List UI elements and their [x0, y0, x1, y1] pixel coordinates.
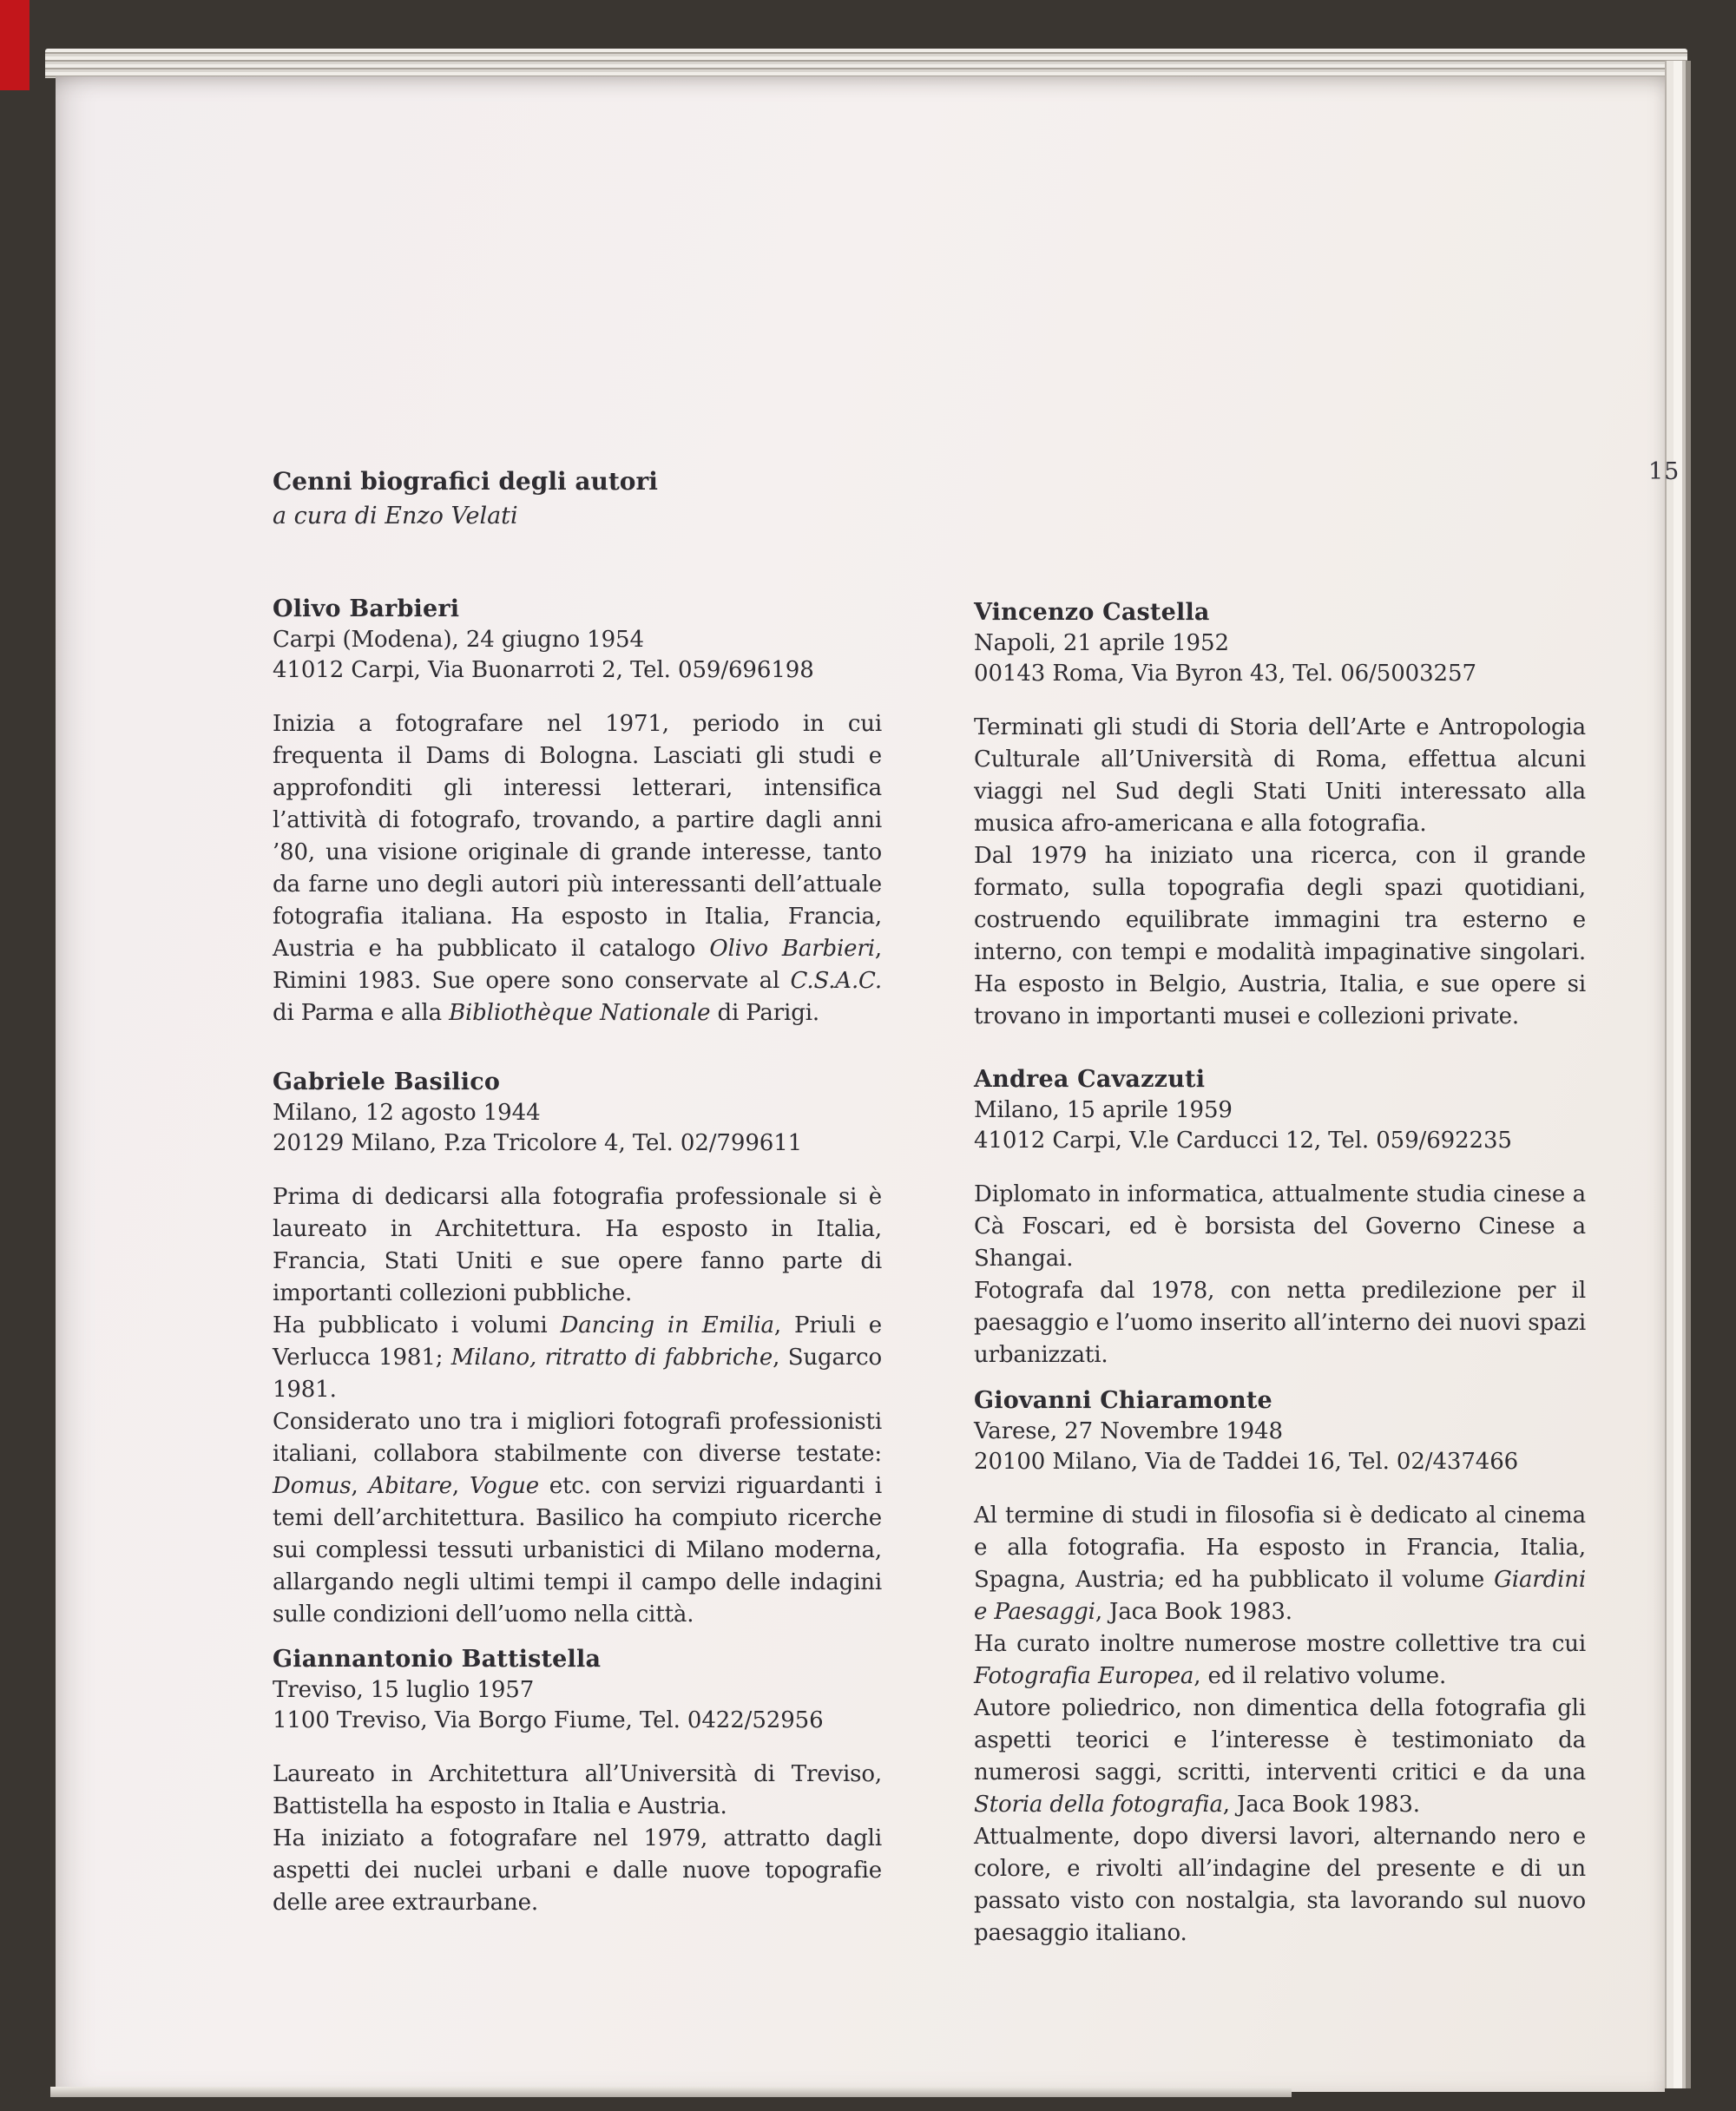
author-birthplace: Treviso, 15 luglio 1957	[273, 1677, 535, 1703]
bio-paragraph: Fotografa dal 1978, con netta predilezione per il paesaggio e l’uomo inserito all’interno dei nuovi spazi urbanizzati.	[974, 1278, 1586, 1368]
red-cover-corner	[0, 0, 30, 90]
bio-paragraph: Terminati gli studi di Storia dell’Arte e Antropologia Culturale all’Università di Roma, effettua alcuni viaggi nel Sud degli Stati Uniti interessato alla musica afro-americana e alla fotografia.	[974, 714, 1586, 837]
author-name: Gabriele Basilico	[273, 1069, 501, 1095]
author-name: Vincenzo Castella	[974, 599, 1210, 626]
book-page	[56, 76, 1680, 2092]
author-birthplace: Milano, 15 aprile 1959	[974, 1097, 1233, 1123]
bio-paragraph: Inizia a fotografare nel 1971, periodo in cui frequenta il Dams di Bologna. Lasciati gli studi e approfonditi gli interessi letterari, intensifica l’attività di fotografo, trovando, a partire dagli anni ’80, una visione originale di grande interesse, tanto da farne uno degli autori più interessanti dell’attuale fotografia italiana. Ha esposto in Italia, Francia, Austria e ha pubblicato il catalogo Olivo Barbieri, Rimini 1983. Sue opere sono conservate al C.S.A.C. di Parma e alla Bibliothèque Nationale di Parigi.	[273, 711, 882, 1026]
author-birthplace: Carpi (Modena), 24 giugno 1954	[273, 627, 644, 653]
author-bio	[974, 712, 1586, 1033]
bio-paragraph: Dal 1979 ha iniziato una ricerca, con il grande formato, sulla topografia degli spazi quotidiani, costruendo equilibrate immagini tra esterno e interno, con tempi e modalità impaginative singolari. Ha esposto in Belgio, Austria, Italia, e sue opere si trovano in importanti musei e collezioni private.	[974, 843, 1586, 1029]
bio-entry	[273, 1067, 882, 1631]
section-subtitle: a cura di Enzo Velati	[273, 503, 518, 529]
author-name: Giovanni Chiaramonte	[974, 1387, 1272, 1414]
bio-paragraph: Autore poliedrico, non dimentica della fotografia gli aspetti teorici e l’interesse è testimoniato da numerosi saggi, scritti, interventi critici e da una Storia della fotografia, Jaca Book 1983.	[974, 1695, 1586, 1818]
author-address: 20100 Milano, Via de Taddei 16, Tel. 02/437466	[974, 1449, 1519, 1475]
bio-entry	[974, 1385, 1586, 1950]
bio-paragraph: Ha pubblicato i volumi Dancing in Emilia, Priuli e Verlucca 1981; Milano, ritratto di fabbriche, Sugarco 1981.	[273, 1312, 883, 1403]
bio-entry	[974, 1064, 1586, 1371]
author-birthplace: Varese, 27 Novembre 1948	[974, 1418, 1283, 1444]
section-title: Cenni biografici degli autori	[273, 467, 658, 496]
author-address: 1100 Treviso, Via Borgo Fiume, Tel. 0422/52956	[273, 1707, 824, 1733]
bio-paragraph: Diplomato in informatica, attualmente studia cinese a Cà Foscari, ed è borsista del Governo Cinese a Shangai.	[974, 1181, 1586, 1272]
author-address: 41012 Carpi, Via Buonarroti 2, Tel. 059/696198	[273, 657, 814, 683]
book-left-edge	[0, 78, 56, 2081]
bio-paragraph: Laureato in Architettura all’Università di Treviso, Battistella ha esposto in Italia e Austria.	[273, 1761, 882, 1819]
bio-paragraph: Attualmente, dopo diversi lavori, alternando nero e colore, e rivolti all’indagine del presente e di un passato visto con nostalgia, sta lavorando sul nuovo paesaggio italiano.	[974, 1824, 1586, 1946]
author-bio	[974, 1500, 1586, 1950]
author-address: 00143 Roma, Via Byron 43, Tel. 06/5003257	[974, 661, 1476, 687]
left-column	[273, 76, 882, 2092]
author-bio	[974, 1179, 1586, 1371]
author-address: 20129 Milano, P.za Tricolore 4, Tel. 02/799611	[273, 1130, 803, 1156]
author-address: 41012 Carpi, V.le Carducci 12, Tel. 059/692235	[974, 1128, 1512, 1154]
right-column	[974, 76, 1586, 2092]
author-birthplace: Napoli, 21 aprile 1952	[974, 630, 1229, 656]
author-bio	[273, 708, 882, 1029]
bio-entry	[273, 1644, 882, 1919]
bio-paragraph: Ha curato inoltre numerose mostre collettive tra cui Fotografia Europea, ed il relativo volume.	[974, 1631, 1586, 1689]
bio-entry	[273, 594, 882, 1029]
author-name: Andrea Cavazzuti	[974, 1066, 1206, 1093]
author-name: Olivo Barbieri	[273, 595, 460, 622]
bio-paragraph: Al termine di studi in filosofia si è dedicato al cinema e alla fotografia. Ha esposto in Francia, Italia, Spagna, Austria; ed ha pubblicato il volume Giardini e Paesaggi, Jaca Book 1983.	[974, 1503, 1586, 1625]
bio-paragraph: Considerato uno tra i migliori fotografi professionisti italiani, collabora stabilmente con diverse testate: Domus, Abitare, Vogue etc. con servizi riguardanti i temi dell’architettura. Basilico ha compiuto ricerche sui complessi tessuti urbanistici di Milano moderna, allargando negli ultimi tempi il campo delle indagini sulle condizioni dell’uomo nella città.	[273, 1409, 882, 1628]
bio-entry	[974, 597, 1586, 1033]
page-stack-right-edge	[1665, 61, 1691, 2088]
bio-paragraph: Prima di dedicarsi alla fotografia professionale si è laureato in Architettura. Ha esposto in Italia, Francia, Stati Uniti e sue opere fanno parte di importanti collezioni pubbliche.	[273, 1184, 882, 1306]
page-bottom-edge	[50, 2087, 1292, 2097]
author-birthplace: Milano, 12 agosto 1944	[273, 1100, 541, 1126]
author-bio	[273, 1181, 882, 1631]
page-number: 15	[1648, 458, 1680, 485]
bio-paragraph: Ha iniziato a fotografare nel 1979, attratto dagli aspetti dei nuclei urbani e dalle nuove topografie delle aree extraurbane.	[273, 1825, 882, 1916]
author-name: Giannantonio Battistella	[273, 1646, 602, 1673]
author-bio	[273, 1759, 882, 1919]
page-stack-top-edge	[45, 49, 1687, 78]
